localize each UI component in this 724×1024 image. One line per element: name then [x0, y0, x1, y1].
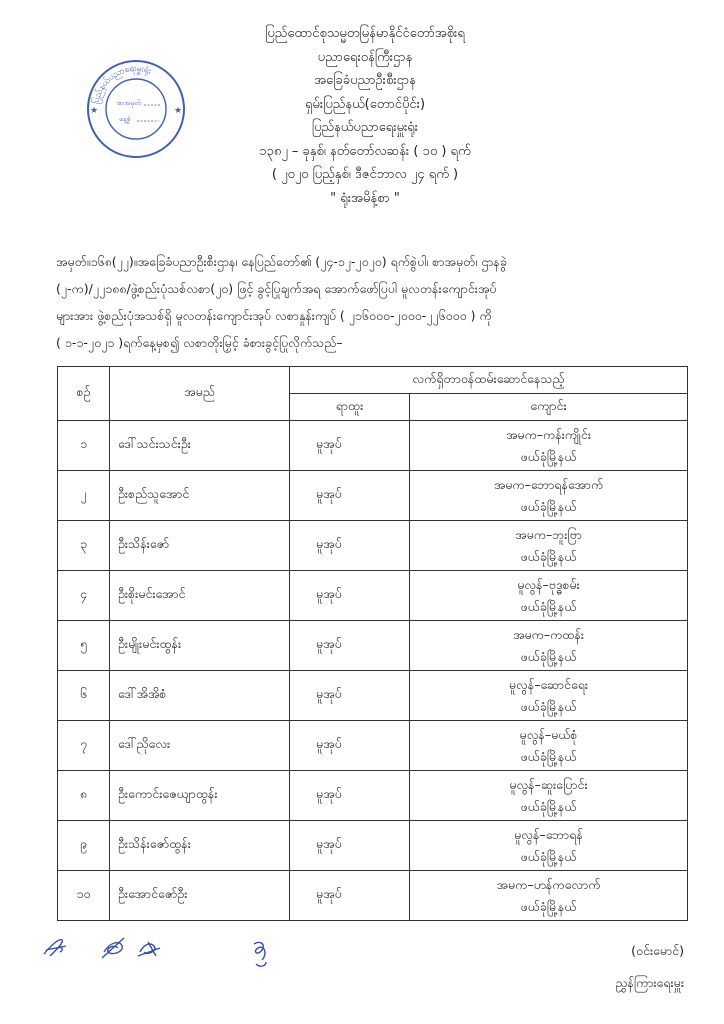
row-school	[410, 471, 688, 521]
row-position: မူအုပ်	[290, 621, 410, 671]
row-school-township: ဖယ်ခုံမြို့နယ်	[520, 748, 577, 764]
row-school-name: မူလွန်–ဘောရန်	[514, 826, 583, 842]
row-name: ဦးသိန်းဇော်ထွန်း	[110, 821, 290, 871]
seal-date-label: နေ့စွဲ	[119, 115, 131, 123]
paragraph-line-1: အမှတ်။၁၆၈(၂၂)။အခြေခံပညာဦးစီးဌာန၊ နေပြည်တော်၏ (၂၄-၁၂-၂၀၂၀) ရက်စွဲပါ၊ စာအမှတ်၊ ဌာနခွဲ	[56, 254, 507, 269]
row-no: ၈	[58, 771, 110, 821]
row-name: ဦးစိုးမင်းအောင်	[110, 571, 290, 621]
seal-star-left-icon: ★	[90, 106, 99, 116]
paragraph-line-3: များအား ဖွဲ့စည်းပုံအသစ်ရှိ မူလတန်းကျောင်းအုပ် လစာနှုန်းကျပ် ( ၂၁၆၀၀၀-၂၀၀၀-၂၂၆၀၀၀ ) ကို	[56, 308, 492, 323]
paragraph-line-2: (၂-က)/၂၂၁၈၈/ဖွဲ့စည်းပုံသစ်လစာ(၂၀) ဖြင့် ခွင့်ပြုချက်အရ အောက်ဖော်ပြပါ မူလတန်းကျောင်းအုပ်	[56, 281, 497, 296]
signature-1-icon	[44, 940, 66, 956]
row-no: ၉	[58, 821, 110, 871]
row-school	[410, 621, 688, 671]
table-row	[58, 671, 688, 721]
table-row	[58, 421, 688, 471]
row-name: ဒေါ်သင်းသင်းဦး	[110, 421, 290, 471]
table-row	[58, 521, 688, 571]
row-position: မူအုပ်	[290, 871, 410, 921]
header-line-department: အခြေခံပညာဦးစီးဌာန	[314, 73, 416, 88]
row-no: ၅	[58, 621, 110, 671]
row-school-name: အမက–ကန်းကျိုင်း	[505, 426, 592, 442]
row-position: မူအုပ်	[290, 771, 410, 821]
signature-3-icon	[138, 942, 160, 956]
row-no: ၆	[58, 671, 110, 721]
table-row	[58, 821, 688, 871]
table-row	[58, 471, 688, 521]
signatures	[40, 928, 300, 978]
row-name: ဦးစည်သူအောင်	[110, 471, 290, 521]
row-school	[410, 521, 688, 571]
header-line-office: ပြည်နယ်ပညာရေးမှူးရုံး	[311, 120, 419, 135]
seal-star-right-icon: ★	[174, 106, 183, 116]
paragraph-line-4: ( ၁-၁-၂၀၂၁ )ရက်နေ့မှစ၍ လစာတိုးမြှင့် ခံစားခွင့်ပြုလိုက်သည်–	[56, 335, 343, 350]
header-line-order-title: " ရုံးအမိန့်စာ "	[330, 190, 400, 206]
order-paragraph	[56, 248, 682, 356]
row-school-township: ဖယ်ခုံမြို့နယ်	[520, 698, 577, 714]
document-header	[150, 22, 580, 210]
header-line-state: ရှမ်းပြည်နယ်(တောင်ပိုင်း)	[304, 96, 426, 112]
signature-4-icon	[254, 942, 266, 966]
row-school-name: အမက–ဘောရန်အောက်	[493, 476, 604, 492]
row-school	[410, 871, 688, 921]
row-school-name: မူလွန်–ဆူးပြောင်း	[509, 776, 588, 792]
row-name: ဒေါ်အိအိစံ	[110, 671, 290, 721]
col-header-no: စဉ်	[58, 367, 110, 421]
seal-ref-label: စာအမှတ်	[117, 99, 142, 107]
header-line-government: ပြည်ထောင်စုသမ္မတမြန်မာနိုင်ငံတော်အစိုးရ	[265, 26, 465, 41]
row-no: ၇	[58, 721, 110, 771]
row-no: ၂	[58, 471, 110, 521]
row-school	[410, 771, 688, 821]
row-no: ၄	[58, 571, 110, 621]
col-header-name: အမည်	[110, 367, 290, 421]
table-header-row	[58, 367, 688, 394]
row-school-name: အမက–ဟန်ကလောက်	[496, 876, 601, 892]
table-row	[58, 621, 688, 671]
row-position: မူအုပ်	[290, 521, 410, 571]
row-school-name: မူလွန်–မယ်စုံ	[519, 726, 578, 742]
row-school	[410, 721, 688, 771]
row-school	[410, 671, 688, 721]
table-row	[58, 771, 688, 821]
row-position: မူအုပ်	[290, 421, 410, 471]
row-school	[410, 421, 688, 471]
col-header-school: ကျောင်း	[410, 394, 688, 421]
row-position: မူအုပ်	[290, 471, 410, 521]
row-school-township: ဖယ်ခုံမြို့နယ်	[520, 648, 577, 664]
official-seal	[85, 58, 187, 160]
row-school-name: အမက–ဘူးဗြာ	[515, 526, 582, 542]
table-row	[58, 871, 688, 921]
row-name: ဦးသိန်းဇော်	[110, 521, 290, 571]
row-position: မူအုပ်	[290, 821, 410, 871]
row-school	[410, 821, 688, 871]
table-row	[58, 571, 688, 621]
row-name: ဒေါ်ညိုလေး	[110, 721, 290, 771]
row-name: ဦးမျိုးမင်းထွန်း	[110, 621, 290, 671]
row-name: ဦးကောင်းဇေယျာထွန်း	[110, 771, 290, 821]
row-school-township: ဖယ်ခုံမြို့နယ်	[520, 448, 577, 464]
row-position: မူအုပ်	[290, 671, 410, 721]
row-school-township: ဖယ်ခုံမြို့နယ်	[520, 848, 577, 864]
row-school-township: ဖယ်ခုံမြို့နယ်	[520, 548, 577, 564]
signatory-name: (ဝင်းမောင်)	[631, 943, 684, 958]
row-no: ၃	[58, 521, 110, 571]
row-school-township: ဖယ်ခုံမြို့နယ်	[520, 898, 577, 914]
row-school-name: မူလွန်–ဗုဒ္ဓစမ်း	[517, 576, 580, 592]
header-line-ministry: ပညာရေးဝန်ကြီးဌာန	[317, 49, 413, 65]
row-school-township: ဖယ်ခုံမြို့နယ်	[520, 598, 577, 614]
col-header-position: ရာထူး	[290, 394, 410, 421]
header-line-gregorian-date: ( ၂၀၂၀ ပြည့်နှစ်၊ ဒီဇင်ဘာလ ၂၄ ရက် )	[271, 167, 459, 182]
row-school-township: ဖယ်ခုံမြို့နယ်	[520, 498, 577, 514]
row-no: ၁	[58, 421, 110, 471]
row-school-township: ဖယ်ခုံမြို့နယ်	[520, 798, 577, 814]
row-name: ဦးအောင်ဇော်ဦး	[110, 871, 290, 921]
row-position: မူအုပ်	[290, 721, 410, 771]
col-header-current-duty: လက်ရှိတာဝန်ထမ်းဆောင်နေသည့်	[290, 367, 688, 394]
signatory-title: ညွှန်ကြားရေးမှူး	[615, 975, 684, 990]
signatory-block	[615, 935, 684, 999]
row-school	[410, 571, 688, 621]
signature-2-icon	[102, 938, 124, 958]
seal-outer-text: ပြည်နယ်ပညာရေးမှူးရုံး	[91, 63, 153, 105]
row-school-name: မူလွန်–ဆောင်ရေး	[508, 676, 589, 692]
header-line-myanmar-date: ၁၃၈၂ – ခုနှစ်၊ နတ်တော်လဆန်း ( ၁၀ ) ရက်	[259, 143, 471, 159]
row-no: ၁၀	[58, 871, 110, 921]
row-position: မူအုပ်	[290, 571, 410, 621]
table-row	[58, 721, 688, 771]
row-school-name: အမက–ကထန်း	[512, 626, 585, 642]
staff-table	[57, 366, 688, 921]
